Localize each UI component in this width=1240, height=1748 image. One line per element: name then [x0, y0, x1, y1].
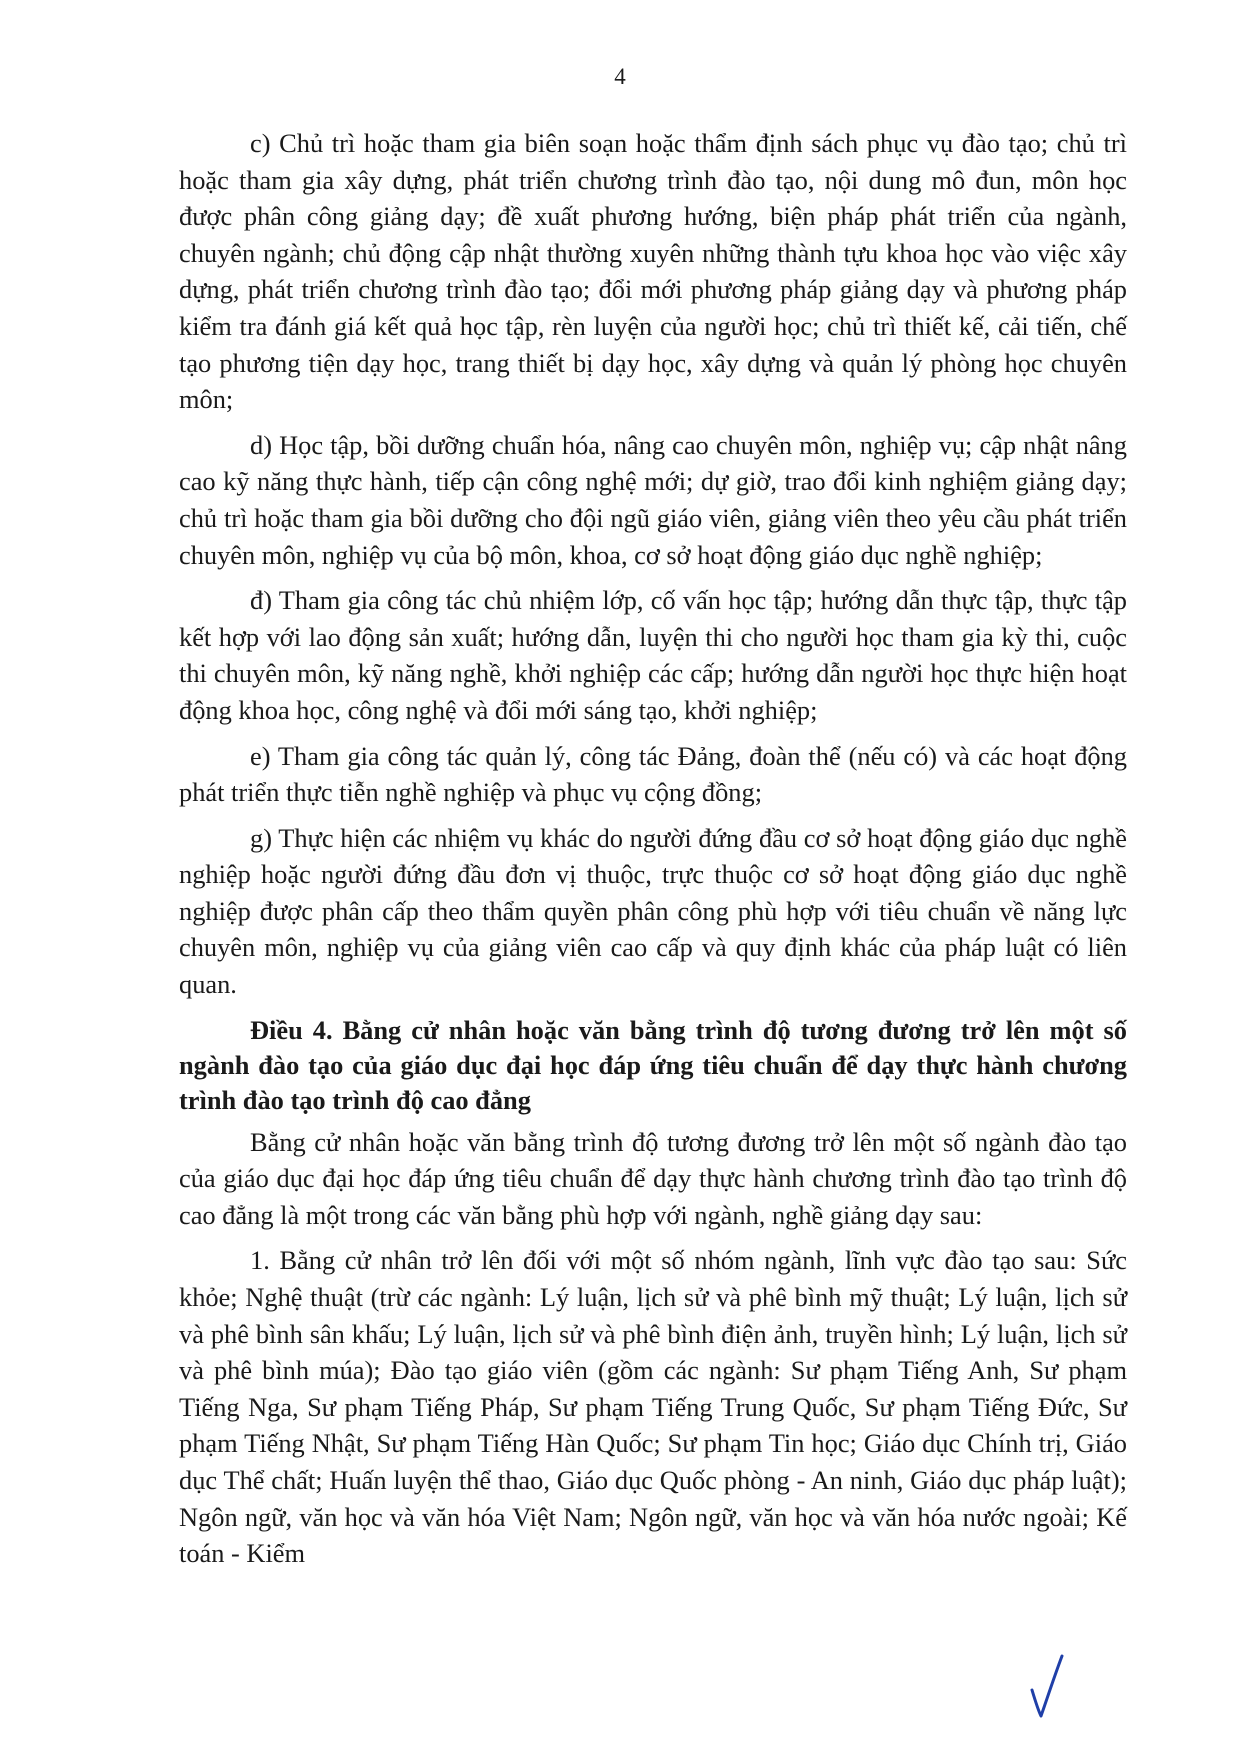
handwritten-tick-mark-icon [1026, 1650, 1066, 1720]
article-4-heading: Điều 4. Bằng cử nhân hoặc văn bằng trình độ tương đương trở lên một số ngành đào tạo của giáo dục đại học đáp ứng tiêu chuẩn để dạy thực hành chương trình đào tạo trình độ cao đẳng [179, 1014, 1127, 1115]
paragraph-dd: đ) Tham gia công tác chủ nhiệm lớp, cố vấn học tập; hướng dẫn thực tập, thực tập kết hợp với lao động sản xuất; hướng dẫn, luyện thi cho người học tham gia kỳ thi, cuộc thi chuyên môn, kỹ năng nghề, khởi nghiệp các cấp; hướng dẫn người học thực hiện hoạt động khoa học, công nghệ và đổi mới sáng tạo, khởi nghiệp; [179, 585, 1127, 725]
paragraph-c: c) Chủ trì hoặc tham gia biên soạn hoặc thẩm định sách phục vụ đào tạo; chủ trì hoặc tham gia xây dựng, phát triển chương trình đào tạo, nội dung mô đun, môn học được phân công giảng dạy; đề xuất phương hướng, biện pháp phát triển của ngành, chuyên ngành; chủ động cập nhật thường xuyên những thành tựu khoa học vào việc xây dựng, phát triển chương trình đào tạo; đổi mới phương pháp giảng dạy và phương pháp kiểm tra đánh giá kết quả học tập, rèn luyện của người học; chủ trì thiết kế, cải tiến, chế tạo phương tiện dạy học, trang thiết bị dạy học, xây dựng và quản lý phòng học chuyên môn; [179, 128, 1127, 415]
paragraph-g: g) Thực hiện các nhiệm vụ khác do người đứng đầu cơ sở hoạt động giáo dục nghề nghiệp hoặc người đứng đầu đơn vị thuộc, trực thuộc cơ sở hoạt động giáo dục nghề nghiệp được phân cấp theo thẩm quyền phân công phù hợp với tiêu chuẩn về năng lực chuyên môn, nghiệp vụ của giảng viên cao cấp và quy định khác của pháp luật có liên quan. [179, 822, 1127, 1000]
article-4-intro: Bằng cử nhân hoặc văn bằng trình độ tương đương trở lên một số ngành đào tạo của giáo dục đại học đáp ứng tiêu chuẩn để dạy thực hành chương trình đào tạo trình độ cao đẳng là một trong các văn bằng phù hợp với ngành, nghề giảng dạy sau: [179, 1126, 1127, 1230]
paragraph-e: e) Tham gia công tác quản lý, công tác Đảng, đoàn thể (nếu có) và các hoạt động phát triển thực tiễn nghề nghiệp và phục vụ cộng đồng; [179, 740, 1127, 808]
document-body [179, 125, 1127, 1581]
paragraph-d: d) Học tập, bồi dưỡng chuẩn hóa, nâng cao chuyên môn, nghiệp vụ; cập nhật nâng cao kỹ năng thực hành, tiếp cận công nghệ mới; dự giờ, trao đổi kinh nghiệm giảng dạy; chủ trì hoặc tham gia bồi dưỡng cho đội ngũ giáo viên, giảng viên theo yêu cầu phát triển chuyên môn, nghiệp vụ của bộ môn, khoa, cơ sở hoạt động giáo dục nghề nghiệp; [179, 429, 1127, 570]
page-number: 4 [614, 64, 626, 89]
article-4-clause-1: 1. Bằng cử nhân trở lên đối với một số nhóm ngành, lĩnh vực đào tạo sau: Sức khỏe; Nghệ thuật (trừ các ngành: Lý luận, lịch sử và phê bình mỹ thuật; Lý luận, lịch sử và phê bình sân khấu; Lý luận, lịch sử và phê bình điện ảnh, truyền hình; Lý luận, lịch sử và phê bình múa); Đào tạo giáo viên (gồm các ngành: Sư phạm Tiếng Anh, Sư phạm Tiếng Nga, Sư phạm Tiếng Pháp, Sư phạm Tiếng Trung Quốc, Sư phạm Tiếng Đức, Sư phạm Tiếng Nhật, Sư phạm Tiếng Hàn Quốc; Sư phạm Tin học; Giáo dục Chính trị, Giáo dục Thể chất; Huấn luyện thể thao, Giáo dục Quốc phòng - An ninh, Giáo dục pháp luật); Ngôn ngữ, văn học và văn hóa Việt Nam; Ngôn ngữ, văn học và văn hóa nước ngoài; Kế toán - Kiểm [179, 1245, 1127, 1569]
